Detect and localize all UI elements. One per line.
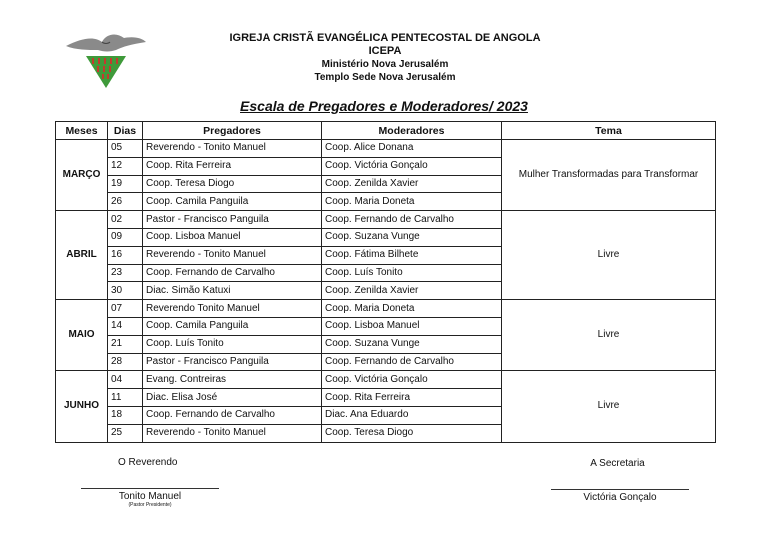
table-row bbox=[56, 140, 716, 158]
church-logo-icon bbox=[64, 30, 148, 90]
preacher-cell: Coop. Camila Panguila bbox=[143, 193, 322, 211]
theme-cell: Mulher Transformadas para Transformar bbox=[502, 140, 716, 211]
preacher-cell: Coop. Fernando de Carvalho bbox=[143, 406, 322, 424]
day-cell: 26 bbox=[108, 193, 143, 211]
month-cell: MARÇO bbox=[56, 140, 108, 211]
signature-left-line bbox=[81, 488, 219, 489]
preacher-cell: Coop. Fernando de Carvalho bbox=[143, 264, 322, 282]
moderator-cell: Coop. Maria Doneta bbox=[322, 193, 502, 211]
document-header bbox=[150, 32, 620, 84]
preacher-cell: Coop. Camila Panguila bbox=[143, 317, 322, 335]
moderator-cell: Coop. Zenilda Xavier bbox=[322, 175, 502, 193]
preacher-cell: Coop. Rita Ferreira bbox=[143, 157, 322, 175]
moderator-cell: Coop. Zenilda Xavier bbox=[322, 282, 502, 300]
signature-right-name: Victória Gonçalo bbox=[583, 492, 657, 503]
day-cell: 14 bbox=[108, 317, 143, 335]
moderator-cell: Coop. Teresa Diogo bbox=[322, 424, 502, 442]
signature-left-note: (Pastor Presidente) bbox=[128, 502, 172, 508]
signature-right-role: A Secretaria bbox=[590, 458, 645, 469]
preacher-cell: Diac. Elisa José bbox=[143, 389, 322, 407]
church-name: IGREJA CRISTÃ EVANGÉLICA PENTECOSTAL DE ANGOLA bbox=[229, 32, 541, 44]
preacher-cell: Evang. Contreiras bbox=[143, 371, 322, 389]
signature-left-role: O Reverendo bbox=[118, 457, 178, 468]
header-dias: Dias bbox=[108, 122, 143, 140]
signature-left bbox=[80, 457, 220, 508]
moderator-cell: Coop. Victória Gonçalo bbox=[322, 371, 502, 389]
day-cell: 16 bbox=[108, 246, 143, 264]
church-acronym: ICEPA bbox=[368, 45, 402, 57]
month-cell: JUNHO bbox=[56, 371, 108, 442]
preacher-cell: Reverendo - Tonito Manuel bbox=[143, 140, 322, 158]
signature-left-name: Tonito Manuel bbox=[118, 491, 182, 502]
preacher-cell: Reverendo - Tonito Manuel bbox=[143, 424, 322, 442]
theme-cell: Livre bbox=[502, 371, 716, 442]
header-pregadores: Pregadores bbox=[143, 122, 322, 140]
month-cell: ABRIL bbox=[56, 211, 108, 300]
header-moderadores: Moderadores bbox=[322, 122, 502, 140]
schedule-table bbox=[55, 121, 716, 443]
page-title: Escala de Pregadores e Moderadores/ 2023 bbox=[240, 98, 528, 114]
day-cell: 11 bbox=[108, 389, 143, 407]
day-cell: 21 bbox=[108, 335, 143, 353]
preacher-cell: Coop. Teresa Diogo bbox=[143, 175, 322, 193]
day-cell: 19 bbox=[108, 175, 143, 193]
day-cell: 28 bbox=[108, 353, 143, 371]
temple-name: Templo Sede Nova Jerusalém bbox=[314, 72, 456, 83]
table-header-row bbox=[56, 122, 716, 140]
day-cell: 18 bbox=[108, 406, 143, 424]
preacher-cell: Reverendo - Tonito Manuel bbox=[143, 246, 322, 264]
moderator-cell: Coop. Fernando de Carvalho bbox=[322, 353, 502, 371]
moderator-cell: Coop. Suzana Vunge bbox=[322, 335, 502, 353]
preacher-cell: Coop. Lisboa Manuel bbox=[143, 228, 322, 246]
preacher-cell: Pastor - Francisco Panguila bbox=[143, 211, 322, 229]
day-cell: 05 bbox=[108, 140, 143, 158]
moderator-cell: Coop. Luís Tonito bbox=[322, 264, 502, 282]
day-cell: 02 bbox=[108, 211, 143, 229]
day-cell: 30 bbox=[108, 282, 143, 300]
theme-cell: Livre bbox=[502, 300, 716, 371]
moderator-cell: Coop. Victória Gonçalo bbox=[322, 157, 502, 175]
preacher-cell: Diac. Simão Katuxi bbox=[143, 282, 322, 300]
moderator-cell: Diac. Ana Eduardo bbox=[322, 406, 502, 424]
moderator-cell: Coop. Lisboa Manuel bbox=[322, 317, 502, 335]
table-row bbox=[56, 300, 716, 318]
moderator-cell: Coop. Suzana Vunge bbox=[322, 228, 502, 246]
day-cell: 25 bbox=[108, 424, 143, 442]
day-cell: 09 bbox=[108, 228, 143, 246]
month-cell: MAIO bbox=[56, 300, 108, 371]
signature-right-line bbox=[551, 489, 689, 490]
day-cell: 12 bbox=[108, 157, 143, 175]
theme-cell: Livre bbox=[502, 211, 716, 300]
preacher-cell: Pastor - Francisco Panguila bbox=[143, 353, 322, 371]
ministry-name: Ministério Nova Jerusalém bbox=[321, 59, 449, 70]
header-meses: Meses bbox=[56, 122, 108, 140]
preacher-cell: Reverendo Tonito Manuel bbox=[143, 300, 322, 318]
moderator-cell: Coop. Rita Ferreira bbox=[322, 389, 502, 407]
table-row bbox=[56, 371, 716, 389]
moderator-cell: Coop. Fernando de Carvalho bbox=[322, 211, 502, 229]
signature-right bbox=[550, 458, 690, 503]
day-cell: 04 bbox=[108, 371, 143, 389]
header-tema: Tema bbox=[502, 122, 716, 140]
table-row bbox=[56, 211, 716, 229]
moderator-cell: Coop. Maria Doneta bbox=[322, 300, 502, 318]
day-cell: 23 bbox=[108, 264, 143, 282]
preacher-cell: Coop. Luís Tonito bbox=[143, 335, 322, 353]
moderator-cell: Coop. Alice Donana bbox=[322, 140, 502, 158]
day-cell: 07 bbox=[108, 300, 143, 318]
moderator-cell: Coop. Fátima Bilhete bbox=[322, 246, 502, 264]
schedule-body bbox=[56, 140, 716, 443]
